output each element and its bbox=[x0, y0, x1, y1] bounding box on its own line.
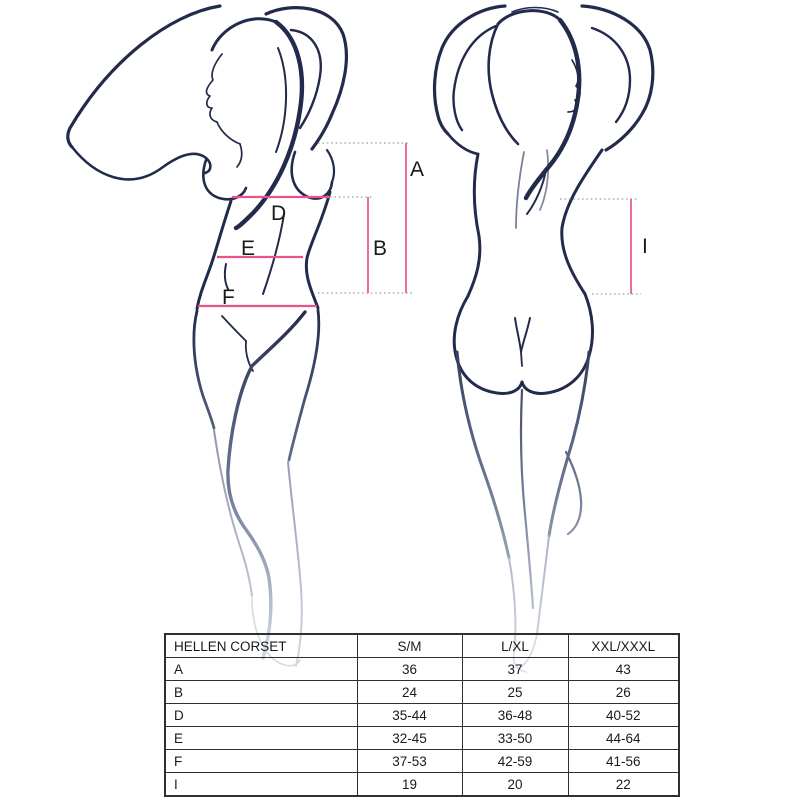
table-cell: 43 bbox=[568, 658, 679, 681]
front-view-figure bbox=[68, 6, 347, 666]
table-row bbox=[165, 658, 679, 681]
table-cell: 41-56 bbox=[568, 750, 679, 773]
table-cell: 36 bbox=[357, 658, 462, 681]
table-cell: 44-64 bbox=[568, 727, 679, 750]
table-cell: 37-53 bbox=[357, 750, 462, 773]
table-cell: 22 bbox=[568, 773, 679, 797]
back-view-figure bbox=[435, 6, 653, 672]
table-header-cell: L/XL bbox=[462, 634, 568, 658]
table-header-cell: XXL/XXXL bbox=[568, 634, 679, 658]
table-cell: 19 bbox=[357, 773, 462, 797]
table-row bbox=[165, 773, 679, 797]
table-cell: 26 bbox=[568, 681, 679, 704]
table-cell: B bbox=[165, 681, 357, 704]
table-product-name: HELLEN CORSET bbox=[165, 634, 357, 658]
table-cell: 35-44 bbox=[357, 704, 462, 727]
table-cell: I bbox=[165, 773, 357, 797]
table-cell: 33-50 bbox=[462, 727, 568, 750]
measure-label-f: F bbox=[222, 286, 236, 309]
table-row bbox=[165, 750, 679, 773]
table-cell: 32-45 bbox=[357, 727, 462, 750]
size-table-header-row bbox=[165, 634, 679, 658]
size-table bbox=[164, 633, 680, 797]
table-row bbox=[165, 681, 679, 704]
table-cell: D bbox=[165, 704, 357, 727]
table-row bbox=[165, 727, 679, 750]
measure-label-i: I bbox=[642, 235, 649, 258]
table-header-cell: S/M bbox=[357, 634, 462, 658]
table-cell: A bbox=[165, 658, 357, 681]
table-row bbox=[165, 704, 679, 727]
measure-label-e: E bbox=[241, 237, 256, 260]
measure-label-d: D bbox=[271, 202, 287, 225]
table-cell: 24 bbox=[357, 681, 462, 704]
measure-label-a: A bbox=[410, 158, 425, 181]
table-cell: 25 bbox=[462, 681, 568, 704]
table-cell: E bbox=[165, 727, 357, 750]
table-cell: F bbox=[165, 750, 357, 773]
table-cell: 40-52 bbox=[568, 704, 679, 727]
table-cell: 37 bbox=[462, 658, 568, 681]
table-cell: 42-59 bbox=[462, 750, 568, 773]
table-cell: 20 bbox=[462, 773, 568, 797]
measure-label-b: B bbox=[373, 237, 388, 260]
table-cell: 36-48 bbox=[462, 704, 568, 727]
